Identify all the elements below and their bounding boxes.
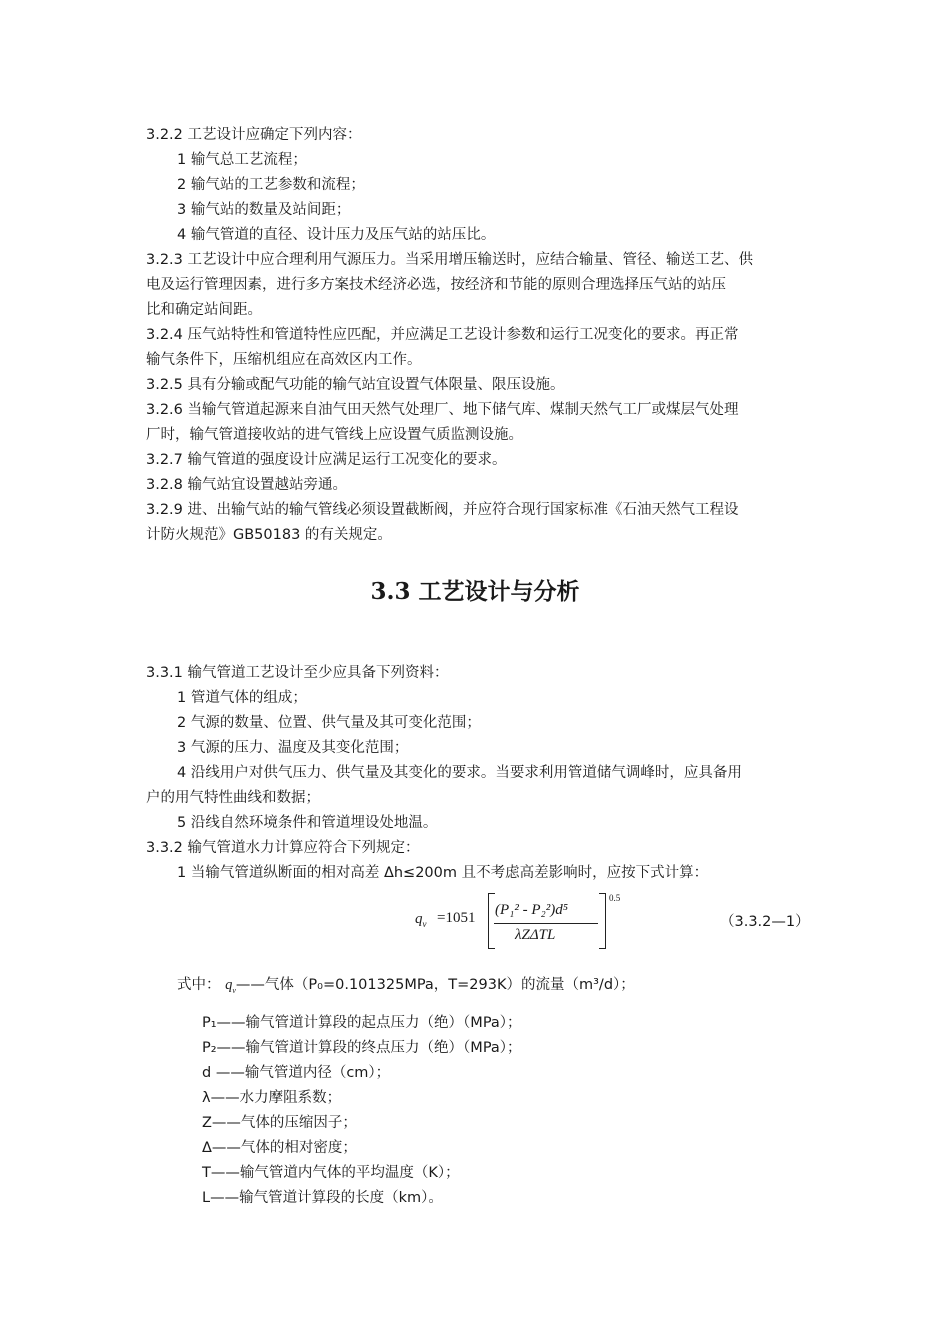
formula-coefficient: =1051 (437, 910, 476, 926)
formula-fraction-bar (494, 923, 598, 924)
def-p2: P₂——输气管道计算段的终点压力（绝）（MPa）； (202, 1040, 522, 1056)
def-p1: P₁——输气管道计算段的起点压力（绝）（MPa）； (202, 1015, 522, 1031)
clause-3-2-4-line-1: 3.2.4 压气站特性和管道特性应匹配，并应满足工艺设计参数和运行工况变化的要求。再正常 (146, 327, 739, 343)
clause-3-2-2-item-3: 3 输气站的数量及站间距； (177, 202, 351, 218)
clause-3-3-1-heading: 3.3.1 输气管道工艺设计至少应具备下列资料： (146, 665, 449, 681)
where-prefix: 式中： (177, 977, 221, 993)
clause-3-2-3-line-3: 比和确定站间距。 (146, 302, 262, 318)
clause-3-3-1-item-4-cont: 户的用气特性曲线和数据； (146, 790, 320, 806)
formula-exponent: 0.5 (609, 893, 621, 903)
clause-3-3-1-item-1: 1 管道气体的组成； (177, 690, 307, 706)
qv-symbol-sub: v (232, 985, 236, 995)
clause-3-2-4-line-2: 输气条件下，压缩机组应在高效区内工作。 (146, 352, 422, 368)
clause-3-2-5: 3.2.5 具有分输或配气功能的输气站宜设置气体限量、限压设施。 (146, 377, 565, 393)
clause-3-3-1-item-3: 3 气源的压力、温度及其变化范围； (177, 740, 409, 756)
qv-symbol (225, 977, 236, 993)
formula-lhs-subscript: v (422, 919, 427, 929)
clause-3-2-6-line-2: 厂时，输气管道接收站的进气管线上应设置气质监测设施。 (146, 427, 523, 443)
clause-3-2-8: 3.2.8 输气站宜设置越站旁通。 (146, 477, 348, 493)
formula-numerator: (P₁² - P₂²)d⁵ (495, 902, 568, 918)
qv-symbol-q: q (225, 977, 233, 993)
qv-definition: ——气体（P₀=0.101325MPa，T=293K）的流量（m³/d）； (235, 977, 635, 993)
clause-3-2-2-heading: 3.2.2 工艺设计应确定下列内容： (146, 127, 362, 143)
clause-3-3-2-heading: 3.3.2 输气管道水力计算应符合下列规定： (146, 840, 420, 856)
formula-lhs-symbol: q (415, 911, 423, 927)
where-qv-line (177, 976, 635, 1000)
def-d: d ——输气管道内径（cm）； (202, 1065, 391, 1081)
def-l: L——输气管道计算段的长度（km）。 (202, 1190, 443, 1206)
clause-3-3-1-item-5: 5 沿线自然环境条件和管道埋设处地温。 (177, 815, 438, 831)
clause-3-2-2-item-4: 4 输气管道的直径、设计压力及压气站的站压比。 (177, 227, 496, 243)
clause-3-2-3-line-1: 3.2.3 工艺设计中应合理利用气源压力。当采用增压输送时，应结合输量、管径、输送工艺、供 (146, 252, 753, 268)
clause-3-2-2-item-2: 2 输气站的工艺参数和流程； (177, 177, 365, 193)
clause-3-2-9-line-2: 计防火规范》GB50183 的有关规定。 (146, 527, 392, 543)
clause-3-3-1-item-2: 2 气源的数量、位置、供气量及其可变化范围； (177, 715, 481, 731)
clause-3-2-7: 3.2.7 输气管道的强度设计应满足运行工况变化的要求。 (146, 452, 507, 468)
formula-denominator: λZΔTL (515, 927, 556, 943)
clause-3-2-2-item-1: 1 输气总工艺流程； (177, 152, 307, 168)
clause-3-2-3-line-2: 电及运行管理因素，进行多方案技术经济必选，按经济和节能的原则合理选择压气站的站压 (146, 277, 726, 293)
def-t: T——输气管道内气体的平均温度（K）； (202, 1165, 460, 1181)
clause-3-2-9-line-1: 3.2.9 进、出输气站的输气管线必须设置截断阀，并应符合现行国家标准《石油天然气工程设 (146, 502, 739, 518)
formula-number: （3.3.2—1） (720, 914, 810, 930)
def-delta: Δ——气体的相对密度； (202, 1140, 357, 1156)
flow-formula (412, 893, 652, 953)
clause-3-3-1-item-4: 4 沿线用户对供气压力、供气量及其变化的要求。当要求利用管道储气调峰时，应具备用 (177, 765, 742, 781)
formula-lhs (415, 911, 427, 929)
clause-3-2-6-line-1: 3.2.6 当输气管道起源来自油气田天然气处理厂、地下储气库、煤制天然气工厂或煤层气处理 (146, 402, 739, 418)
section-3-3-title: 3.3 工艺设计与分析 (370, 578, 580, 605)
clause-3-3-2-item-1: 1 当输气管道纵断面的相对高差 Δh≤200m 且不考虑高差影响时，应按下式计算： (177, 865, 709, 881)
def-z: Z——气体的压缩因子； (202, 1115, 357, 1131)
def-lambda: λ——水力摩阻系数； (202, 1090, 342, 1106)
